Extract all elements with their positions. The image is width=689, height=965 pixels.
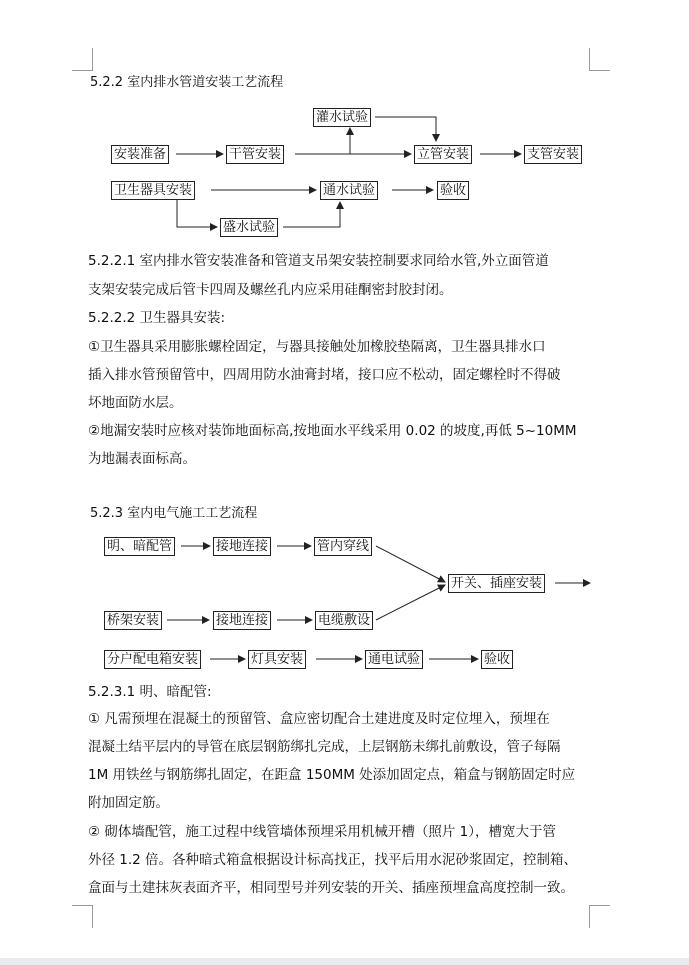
flow-box-anzhuang-zhunbei: 安装准备 — [111, 145, 169, 164]
flow-box-guanshui: 灌水试验 — [313, 108, 371, 127]
flow-box-ming-an: 明、暗配管 — [104, 537, 175, 556]
flow-box-ganguan: 干管安装 — [226, 145, 284, 164]
flow-box-tongdian: 通电试验 — [365, 650, 423, 669]
flow-box-yanshou: 验收 — [437, 181, 469, 200]
para-conduit-2-line3: 盒面与土建抹灰表面齐平，相同型号并列安装的开关、插座预埋盒高度控制一致。 — [88, 880, 574, 896]
flow-box-qiaojia: 桥架安装 — [104, 611, 162, 630]
para-floor-drain-line2: 为地漏表面标高。 — [88, 451, 196, 467]
para-conduit-1-line1: ① 凡需预埋在混凝土的预留管、盒应密切配合土建进度及时定位埋入，预埋在 — [88, 711, 550, 727]
flow-box-elec-yanshou: 验收 — [481, 650, 513, 669]
flow-box-guannei: 管内穿线 — [314, 537, 372, 556]
para-5-2-2-1-line2: 支架安装完成后管卡四周及螺丝孔内应采用硅酮密封胶封闭。 — [88, 282, 453, 298]
flow-box-tongshui: 通水试验 — [320, 181, 378, 200]
para-sanitary-line2: 插入排水管预留管中，四周用防水油膏封堵，接口应不松动，固定螺栓时不得破 — [88, 367, 561, 383]
flow-box-zhiguan: 支管安装 — [524, 145, 582, 164]
para-floor-drain-line1: ②地漏安装时应核对装饰地面标高,按地面水平线采用 0.02 的坡度,再低 5~10MM — [88, 423, 577, 439]
elec-flow-heading: 5.2.3 室内电气施工工艺流程 — [90, 506, 258, 521]
flow-box-jiedi-1: 接地连接 — [213, 537, 271, 556]
para-conduit-1-line4: 附加固定筋。 — [88, 795, 169, 811]
para-5-2-3-1-heading: 5.2.3.1 明、暗配管: — [88, 684, 212, 700]
flow-box-shengshui: 盛水试验 — [220, 218, 278, 237]
para-5-2-2-1-line1: 5.2.2.1 室内排水管安装准备和管道支吊架安装控制要求同给水管,外立面管道 — [88, 253, 549, 269]
para-conduit-2-line2: 外径 1.2 倍。各种暗式箱盒根据设计标高找正，找平后用水泥砂浆固定，控制箱、 — [88, 852, 578, 868]
para-sanitary-line3: 坏地面防水层。 — [88, 395, 183, 411]
para-5-2-2-2-heading: 5.2.2.2 卫生器具安装: — [88, 310, 226, 326]
bottom-scroll-strip — [0, 958, 689, 965]
flow-box-ligguan: 立管安装 — [414, 145, 472, 164]
flow-box-fenhu: 分户配电箱安装 — [104, 650, 201, 669]
para-conduit-2-line1: ② 砌体墙配管，施工过程中线管墙体预埋采用机械开槽（照片 1），槽宽大于管 — [88, 824, 557, 840]
drain-flow-heading: 5.2.2 室内排水管道安装工艺流程 — [90, 75, 284, 90]
flow-box-kaiguan: 开关、插座安装 — [448, 574, 545, 593]
para-conduit-1-line2: 混凝土结平层内的导管在底层钢筋绑扎完成，上层钢筋未绑扎前敷设，管子每隔 — [88, 739, 561, 755]
para-conduit-1-line3: 1M 用铁丝与钢筋绑扎固定，在距盒 150MM 处添加固定点，箱盒与钢筋固定时应 — [88, 767, 576, 783]
flow-box-weisheng: 卫生器具安装 — [111, 181, 195, 200]
para-sanitary-line1: ①卫生器具采用膨胀螺栓固定，与器具接触处加橡胶垫隔离，卫生器具排水口 — [88, 339, 546, 355]
flow-box-dengju: 灯具安装 — [248, 650, 306, 669]
flow-box-jiedi-2: 接地连接 — [213, 611, 271, 630]
flow-box-dianlan: 电缆敷设 — [315, 611, 373, 630]
